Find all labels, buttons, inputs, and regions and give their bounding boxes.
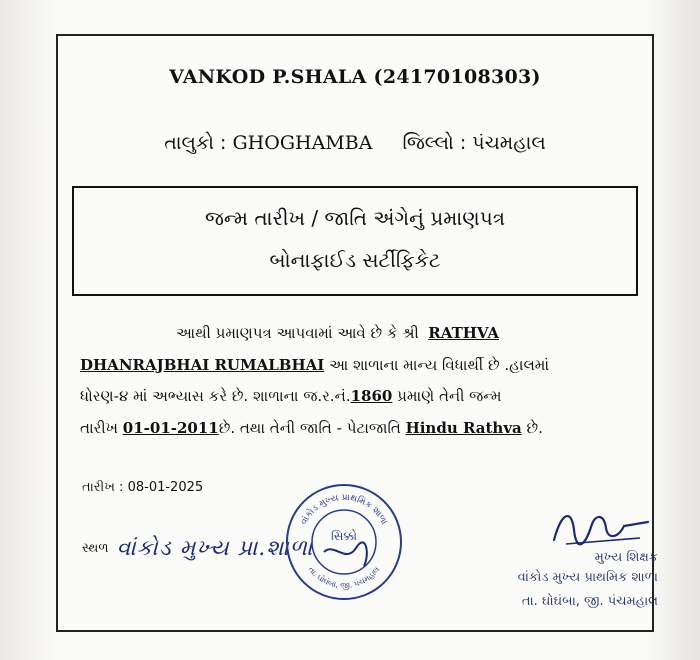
- svg-text:તા. ઘોઘંબા, જી. પંચમહાલ: [306, 565, 381, 590]
- school-name-line: VANKOD P.SHALA (24170108303): [169, 66, 541, 88]
- district-label: જિલ્લો :: [402, 132, 467, 154]
- seal-signature-stroke: [324, 542, 367, 566]
- gr-number: 1860: [350, 387, 393, 405]
- body-caste-text: છે. તથા તેની જાતિ - પેટાજાતિ: [218, 418, 401, 437]
- certificate-body: [80, 318, 632, 444]
- seal-text-bottom: તા. ઘોઘંબા, જી. પંચમહાલ: [306, 565, 382, 591]
- taluka-value: GHOGHAMBA: [232, 132, 373, 154]
- date-label: તારીખ :: [82, 480, 124, 495]
- student-full-name: DHANRAJBHAI RUMALBHAI: [80, 355, 325, 374]
- head-teacher-signature: [544, 500, 654, 556]
- place-handwritten: વાંકોડ મુખ્ય પ્રા.શાળા: [116, 536, 314, 561]
- taluka-label: તાલુકો :: [164, 132, 227, 154]
- certificate-title-box: [72, 186, 638, 296]
- body-standard: ધોરણ-૪ માં અભ્યાસ કરે છે. શાળાના જ.ર.નં.: [80, 387, 351, 405]
- student-first-name: RATHVA: [428, 324, 500, 342]
- seal-center-text: સિક્કો: [330, 529, 358, 543]
- designation-address: તા. ઘોઘંબા, જી. પંચમહાલ: [521, 594, 658, 609]
- location-line: [58, 132, 652, 154]
- school-round-seal: [284, 482, 404, 602]
- head-teacher-signature-block: [448, 500, 658, 630]
- body-according: પ્રમાણે તેની જન્મ: [397, 387, 502, 405]
- date-of-birth: 01-01-2011: [122, 418, 219, 437]
- certificate-subtitle-bonafide: બોનાફાઈડ સર્ટીફિકેટ: [269, 248, 441, 272]
- seal-text-top: વાંકોડ મુખ્ય પ્રાથમિક શાળા: [299, 492, 389, 527]
- date-value: 08-01-2025: [127, 480, 204, 495]
- body-end: છે.: [526, 418, 543, 437]
- body-date-label: તારીખ: [80, 418, 118, 437]
- certificate-frame: [56, 34, 658, 632]
- district-value: પંચમહાલ: [472, 132, 546, 154]
- certificate-title-gujarati: જન્મ તારીખ / જાતિ અંગેનું પ્રમાણપત્ર: [204, 206, 506, 230]
- issue-date: [82, 480, 203, 495]
- body-intro: આથી પ્રમાણપત્ર આપવામાં આવે છે કે શ્રી: [176, 324, 419, 342]
- body-student-status: આ શાળાના માન્ય વિધાર્થી છે .હાલમાં: [329, 355, 550, 374]
- caste-value: Hindu Rathva: [405, 418, 522, 437]
- place-label: સ્થળ: [82, 541, 109, 556]
- designation-school: વાંકોડ મુખ્ય પ્રાથમિક શાળા: [517, 570, 658, 585]
- place-line: [82, 536, 313, 561]
- designation-head-teacher: મુખ્ય શિક્ષક: [594, 550, 658, 565]
